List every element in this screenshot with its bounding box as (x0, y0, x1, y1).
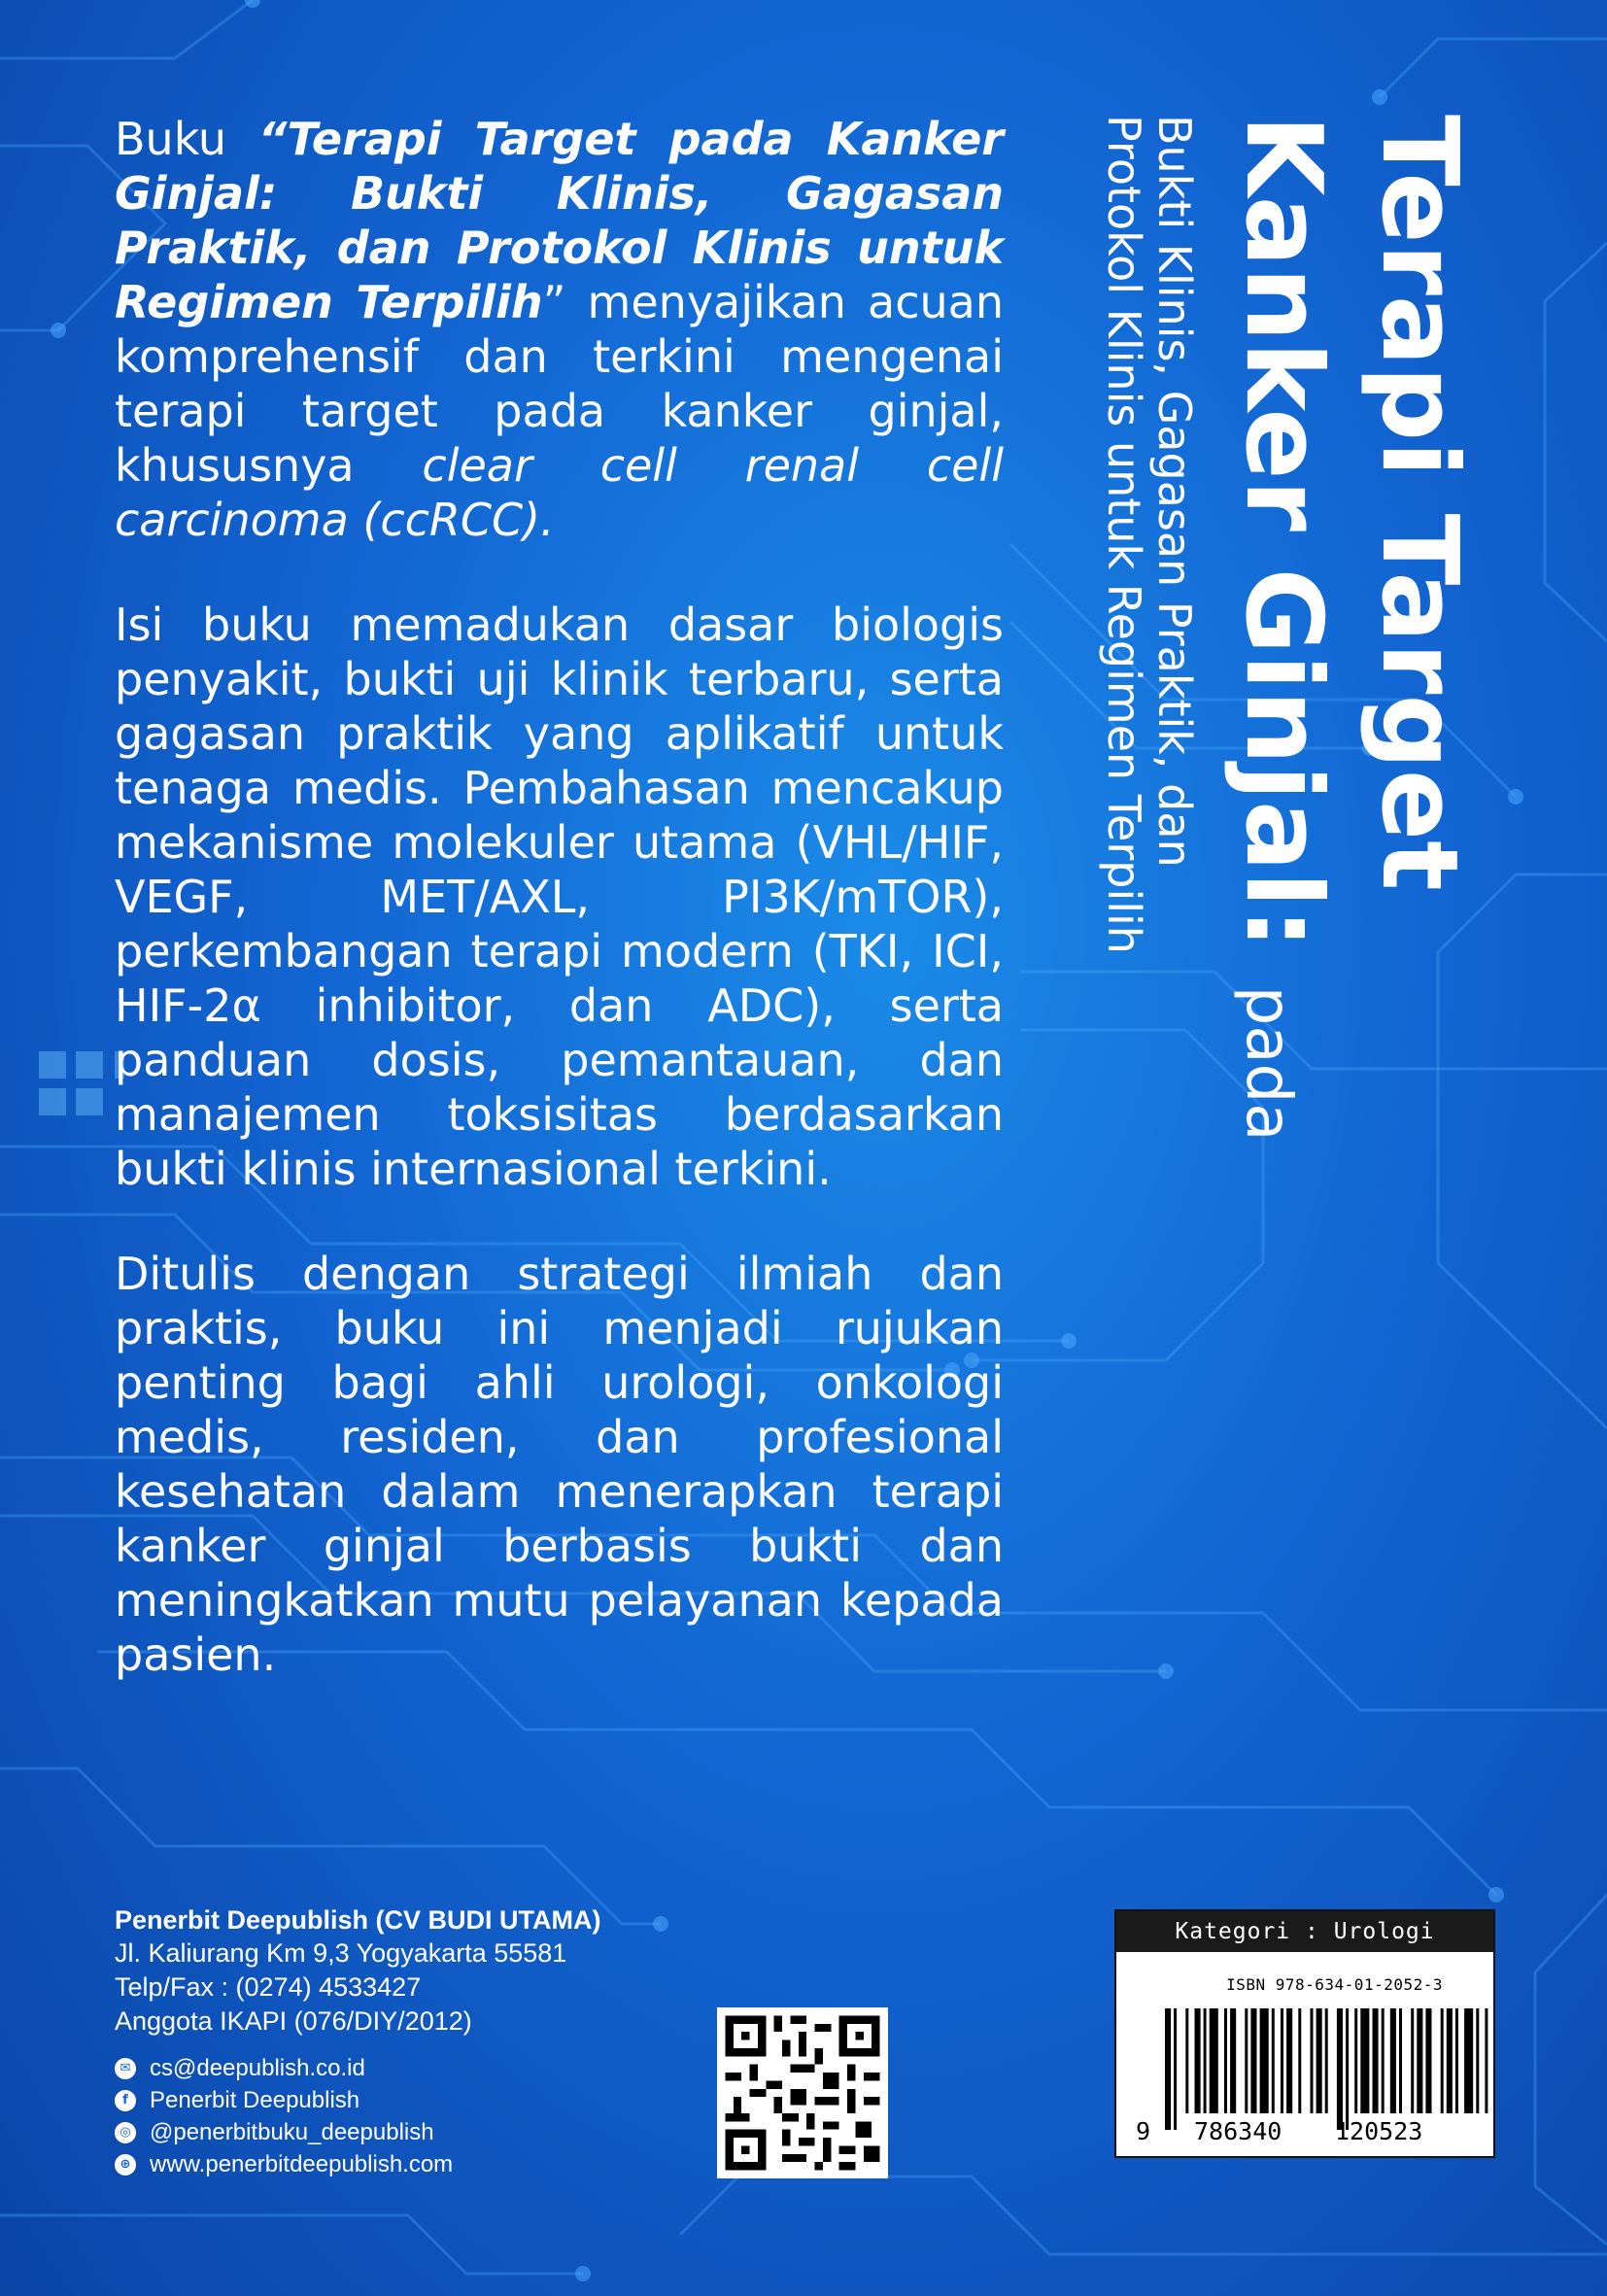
barcode-bar (1354, 2008, 1357, 2113)
barcode-bar (1204, 2008, 1207, 2113)
blurb-paragraph-3: Ditulis dengan strategi ilmiah dan praktis, buku ini menjadi rujukan penting bagi ahli urologi, onkologi medis, residen, dan profesional kesehatan dalam menerapkan terapi kanker ginjal berbasis bukti dan meningkatkan mutu pelayanan kepada pasien. (115, 1248, 1004, 1681)
title-line-1: Terapi Target (1358, 115, 1480, 891)
isbn-barcode-box (1114, 1909, 1495, 2158)
barcode-bar (1245, 2008, 1248, 2113)
barcode-bar (1476, 2008, 1479, 2113)
barcode-bar (1311, 2008, 1314, 2113)
contact-instagram (115, 2116, 601, 2148)
barcode-bar (1316, 2008, 1322, 2113)
instagram-icon: ◎ (115, 2122, 136, 2143)
barcode-bar (1224, 2008, 1227, 2113)
barcode (1116, 1911, 1493, 2156)
subtitle-line-2: Protokol Klinis untuk Regimen Terpilih (1098, 115, 1150, 954)
barcode-bar (1250, 2008, 1256, 2113)
email-icon: ✉ (115, 2058, 136, 2079)
barcode-bar (1447, 2008, 1453, 2113)
barcode-bar (1441, 2008, 1444, 2113)
barcode-bar (1373, 2008, 1379, 2113)
contact-facebook-text: Penerbit Deepublish (150, 2086, 360, 2113)
title-line-2: Kanker Ginjal: pada (1222, 115, 1344, 1142)
barcode-bar (1411, 2008, 1414, 2113)
barcode-bar (1399, 2008, 1402, 2113)
contact-website-text: www.penerbitdeepublish.com (150, 2150, 454, 2177)
barcode-bar (1272, 2008, 1275, 2113)
barcode-bar (1174, 2008, 1177, 2130)
contact-list (115, 2052, 601, 2180)
barcode-bar (1425, 2008, 1431, 2113)
ccrcc-term: clear cell renal cell carcinoma (ccRCC). (115, 439, 1004, 546)
barcode-digit-first: 9 (1136, 2117, 1151, 2145)
publisher-membership: Anggota IKAPI (076/DIY/2012) (115, 2006, 472, 2036)
barcode-digits-right: 120523 (1335, 2117, 1423, 2145)
barcode-bar (1165, 2008, 1171, 2130)
isbn-number: ISBN 978-634-01-2052-3 (1226, 1975, 1443, 1994)
contact-email (115, 2052, 601, 2084)
barcode-bar (1185, 2008, 1188, 2113)
barcode-bar (1360, 2008, 1369, 2113)
blurb-paragraph-2: Isi buku memadukan dasar biologis penyakit, bukti uji klinik terbaru, serta gagasan praktik yang aplikatif untuk tenaga medis. Pembahasan mencakup mekanisme molekuler utama (VHL/HIF, VEGF, MET/AXL, PI3K/mTOR), perkembangan terapi modern (TKI, ICI, HIF-2α inhibitor, dan ADC), serta panduan dosis, pemantauan, dan manajemen toksisitas berdasarkan bukti klinis internasional terkini. (115, 599, 1004, 1195)
subtitle-line-1: Bukti Klinis, Gagasan Praktik, dan (1148, 115, 1201, 868)
contact-email-text: cs@deepublish.co.id (150, 2054, 365, 2081)
barcode-bar (1346, 2008, 1349, 2130)
barcode-bar (1382, 2008, 1385, 2113)
barcode-bar (1464, 2008, 1473, 2113)
barcode-bar (1281, 2008, 1283, 2113)
barcode-bar (1286, 2008, 1292, 2113)
contact-instagram-text: @penerbitbuku_deepublish (150, 2118, 434, 2145)
barcode-bar (1337, 2008, 1343, 2130)
barcode-bar (1195, 2008, 1201, 2113)
barcode-bar (1260, 2008, 1269, 2113)
barcode-bar (1230, 2008, 1236, 2113)
barcode-digits-left: 786340 (1194, 2117, 1282, 2145)
contact-facebook (115, 2084, 601, 2116)
publisher-name: Penerbit Deepublish (CV BUDI UTAMA) (115, 1905, 601, 1935)
blurb-paragraph-1: Buku “Terapi Target pada Kanker Ginjal: Bukti Klinis, Gagasan Praktik, dan Protokol Klinis untuk Regimen Terpilih” menyajikan acuan komprehensif dan terkini mengenai terapi target pada kanker ginjal, khususnya clear cell renal cell carcinoma (ccRCC). (115, 113, 1004, 546)
globe-icon: ⊕ (115, 2154, 136, 2176)
facebook-icon: f (115, 2090, 136, 2111)
barcode-bar (1390, 2008, 1396, 2113)
publisher-info (115, 1904, 601, 2180)
contact-website (115, 2148, 601, 2180)
barcode-bar (1417, 2008, 1422, 2113)
book-title-quote: “Terapi Target pada Kanker Ginjal: Bukti Klinis, Gagasan Praktik, dan Protokol Klinis untuk Regimen Terpilih (115, 113, 1004, 328)
barcode-bar (1298, 2008, 1301, 2113)
barcode-bar (1325, 2008, 1328, 2113)
qr-code (717, 2007, 888, 2178)
publisher-address: Jl. Kaliurang Km 9,3 Yogyakarta 55581 (115, 1938, 567, 1968)
barcode-bar (1455, 2008, 1458, 2113)
category-label: Kategori : Urologi (1116, 1911, 1493, 1952)
barcode-bar (1485, 2008, 1487, 2113)
barcode-bar (1210, 2008, 1218, 2113)
publisher-phone: Telp/Fax : (0274) 4533427 (115, 1972, 422, 2002)
back-cover-blurb (115, 112, 1004, 1732)
